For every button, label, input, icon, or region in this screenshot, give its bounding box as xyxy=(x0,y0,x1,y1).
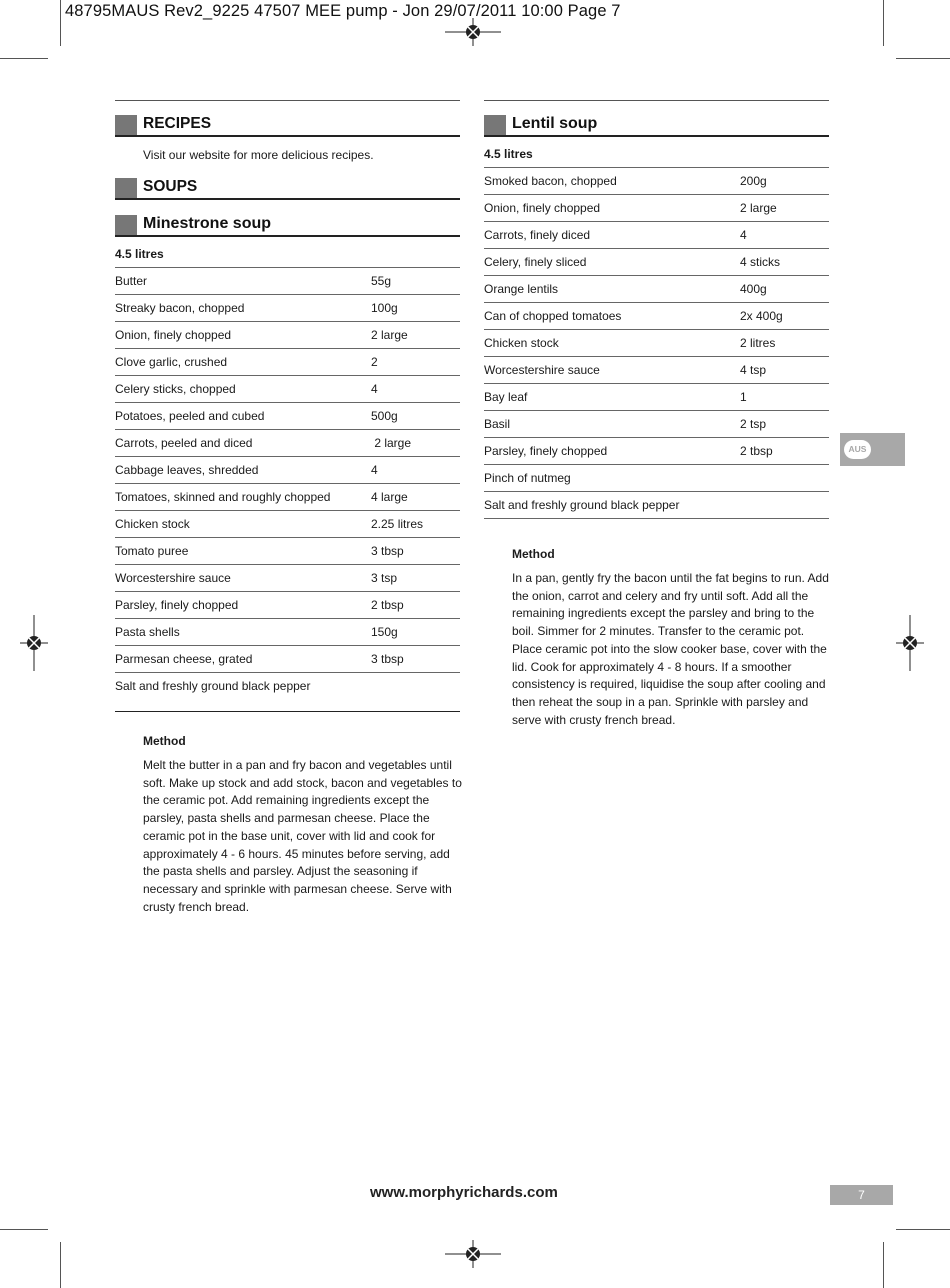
ingredient-row xyxy=(484,357,829,384)
yield-label: 4.5 litres xyxy=(484,147,829,168)
ingredient-quantity: 2x 400g xyxy=(740,309,783,323)
ingredient-quantity xyxy=(740,465,829,491)
ingredient-row xyxy=(115,403,460,430)
ingredient-name: Pasta shells xyxy=(115,625,180,639)
ingredient-quantity xyxy=(740,492,829,518)
ingredient-quantity: 2 large xyxy=(371,328,408,342)
ingredient-row xyxy=(115,619,460,646)
registration-mark-icon xyxy=(896,615,924,671)
yield-label: 4.5 litres xyxy=(115,247,460,268)
crop-mark xyxy=(896,1229,950,1230)
ingredient-quantity: 2 large xyxy=(740,201,777,215)
ingredient-name: Onion, finely chopped xyxy=(484,201,601,215)
ingredient-row xyxy=(115,592,460,619)
registration-mark-icon xyxy=(20,615,48,671)
ingredient-name: Can of chopped tomatoes xyxy=(484,309,622,323)
ingredient-quantity: 2.25 litres xyxy=(371,517,424,531)
ingredient-quantity: 2 tbsp xyxy=(371,598,404,612)
ingredient-quantity: 2 large xyxy=(371,436,412,450)
printer-slug: 48795MAUS Rev2_9225 47507 MEE pump - Jon 29/07/2011 10:00 Page 7 xyxy=(65,2,621,20)
ingredient-name: Clove garlic, crushed xyxy=(115,355,228,369)
ingredient-row xyxy=(484,195,829,222)
crop-mark xyxy=(0,58,48,59)
registration-mark-icon xyxy=(445,18,501,46)
ingredient-name: Tomato puree xyxy=(115,544,189,558)
ingredient-quantity: 2 litres xyxy=(740,336,776,350)
crop-mark xyxy=(0,1229,48,1230)
ingredient-name: Parmesan cheese, grated xyxy=(115,652,253,666)
ingredient-quantity: 4 xyxy=(371,463,378,477)
ingredient-row xyxy=(115,511,460,538)
method-title: Method xyxy=(143,734,186,748)
crop-mark xyxy=(60,0,61,46)
method-title: Method xyxy=(512,547,555,561)
ingredient-quantity: 2 tsp xyxy=(740,417,767,431)
ingredient-row xyxy=(115,322,460,349)
registration-mark-icon xyxy=(445,1240,501,1268)
ingredient-name: Butter xyxy=(115,274,148,288)
ingredient-row xyxy=(484,384,829,411)
ingredient-name: Worcestershire sauce xyxy=(115,571,231,585)
ingredient-row xyxy=(484,492,829,519)
ingredient-row xyxy=(115,268,460,295)
ingredient-quantity: 4 tsp xyxy=(740,363,767,377)
ingredient-row xyxy=(484,438,829,465)
ingredient-row xyxy=(115,538,460,565)
ingredient-name: Celery, finely sliced xyxy=(484,255,587,269)
ingredient-quantity: 3 tbsp xyxy=(371,544,404,558)
minestrone-heading xyxy=(115,214,460,237)
ingredient-name: Salt and freshly ground black pepper xyxy=(115,679,311,693)
crop-mark xyxy=(883,0,884,46)
ingredient-table xyxy=(484,168,829,519)
ingredient-name: Bay leaf xyxy=(484,390,528,404)
ingredient-quantity: 2 xyxy=(371,355,378,369)
page-number: 7 xyxy=(830,1185,893,1205)
ingredient-row xyxy=(115,484,460,511)
ingredient-name: Celery sticks, chopped xyxy=(115,382,236,396)
ingredient-name: Carrots, peeled and diced xyxy=(115,436,253,450)
ingredient-row xyxy=(115,673,460,712)
ingredient-name: Carrots, finely diced xyxy=(484,228,591,242)
ingredient-quantity: 4 xyxy=(371,382,378,396)
recipes-title: RECIPES xyxy=(143,115,212,132)
ingredient-row xyxy=(484,249,829,276)
ingredient-name: Potatoes, peeled and cubed xyxy=(115,409,265,423)
ingredient-quantity: 400g xyxy=(740,282,767,296)
ingredient-row xyxy=(484,411,829,438)
crop-mark xyxy=(60,1242,61,1288)
heading-square-icon xyxy=(115,178,137,198)
ingredient-row xyxy=(115,430,460,457)
method-section xyxy=(484,547,829,729)
right-column xyxy=(484,100,829,729)
ingredient-quantity: 2 tbsp xyxy=(740,444,773,458)
ingredient-quantity: 4 xyxy=(740,228,747,242)
ingredient-quantity: 150g xyxy=(371,625,398,639)
ingredient-name: Onion, finely chopped xyxy=(115,328,232,342)
ingredient-row xyxy=(484,303,829,330)
ingredient-name: Salt and freshly ground black pepper xyxy=(484,498,680,512)
ingredient-row xyxy=(115,349,460,376)
ingredient-name: Pinch of nutmeg xyxy=(484,471,571,485)
ingredient-quantity: 100g xyxy=(371,301,398,315)
country-tab-label: AUS xyxy=(844,440,871,459)
left-column xyxy=(115,100,460,916)
method-text: Melt the butter in a pan and fry bacon and vegetables until soft. Make up stock and add stock, bacon and vegetables to the ceramic pot. Add remaining ingredients except the parsley, pasta shells and parmesan cheese. Place the ceramic pot in the base unit, cover with lid and cook for approximately 4 - 6 hours. 45 minutes before serving, add the pasta shells and parsley. Adjust the seasoning if necessary and sprinkle with parmesan cheese. Serve with crusty french bread. xyxy=(143,758,462,914)
ingredient-row xyxy=(115,457,460,484)
ingredient-row xyxy=(115,295,460,322)
ingredient-row xyxy=(115,646,460,673)
intro-text: Visit our website for more delicious recipes. xyxy=(143,148,374,162)
ingredient-row xyxy=(484,168,829,195)
ingredient-quantity: 1 xyxy=(740,390,747,404)
method-text: In a pan, gently fry the bacon until the fat begins to run. Add the onion, carrot and celery and fry until soft. Add all the remaining ingredients except the parsley and bring to the boil. Simmer for 2 minutes. Transfer to the ceramic pot. Place ceramic pot into the slow cooker base, cover with the lid. Cook for approximately 4 - 8 hours. If a smoother consistency is required, liquidise the soup after cooling and then reheat the soup in a pan. Sprinkle with parsley and serve with crusty french bread. xyxy=(512,571,829,727)
ingredient-quantity: 500g xyxy=(371,409,398,423)
method-section xyxy=(115,734,460,916)
ingredient-name: Tomatoes, skinned and roughly chopped xyxy=(115,490,331,504)
ingredient-quantity: 4 sticks xyxy=(740,255,781,269)
ingredient-quantity: 3 tsp xyxy=(371,571,398,585)
heading-square-icon xyxy=(115,115,137,135)
ingredient-name: Worcestershire sauce xyxy=(484,363,600,377)
heading-square-icon xyxy=(484,115,506,135)
recipe-title: Minestrone soup xyxy=(143,215,272,232)
ingredient-row xyxy=(484,465,829,492)
crop-mark xyxy=(883,1242,884,1288)
ingredient-row xyxy=(115,376,460,403)
recipes-heading xyxy=(115,114,460,137)
soups-title: SOUPS xyxy=(143,178,198,195)
ingredient-quantity: 3 tbsp xyxy=(371,652,404,666)
heading-square-icon xyxy=(115,215,137,235)
ingredient-name: Cabbage leaves, shredded xyxy=(115,463,259,477)
recipe-title: Lentil soup xyxy=(512,115,598,132)
ingredient-quantity: 4 large xyxy=(371,490,408,504)
soups-heading xyxy=(115,177,460,200)
ingredient-name: Chicken stock xyxy=(115,517,190,531)
ingredient-name: Streaky bacon, chopped xyxy=(115,301,245,315)
top-rule xyxy=(115,100,460,101)
ingredient-row xyxy=(484,276,829,303)
ingredient-name: Basil xyxy=(484,417,511,431)
ingredient-name: Parsley, finely chopped xyxy=(484,444,608,458)
ingredient-name: Chicken stock xyxy=(484,336,559,350)
ingredient-row xyxy=(484,330,829,357)
ingredient-row xyxy=(484,222,829,249)
ingredient-name: Orange lentils xyxy=(484,282,559,296)
crop-mark xyxy=(896,58,950,59)
ingredient-quantity: 55g xyxy=(371,274,392,288)
top-rule xyxy=(484,100,829,101)
ingredient-table xyxy=(115,268,460,712)
lentil-heading xyxy=(484,114,829,137)
country-tab xyxy=(840,433,905,466)
ingredient-row xyxy=(115,565,460,592)
ingredient-name: Smoked bacon, chopped xyxy=(484,174,617,188)
website-url: www.morphyrichards.com xyxy=(370,1184,558,1201)
ingredient-quantity: 200g xyxy=(740,174,767,188)
ingredient-name: Parsley, finely chopped xyxy=(115,598,239,612)
